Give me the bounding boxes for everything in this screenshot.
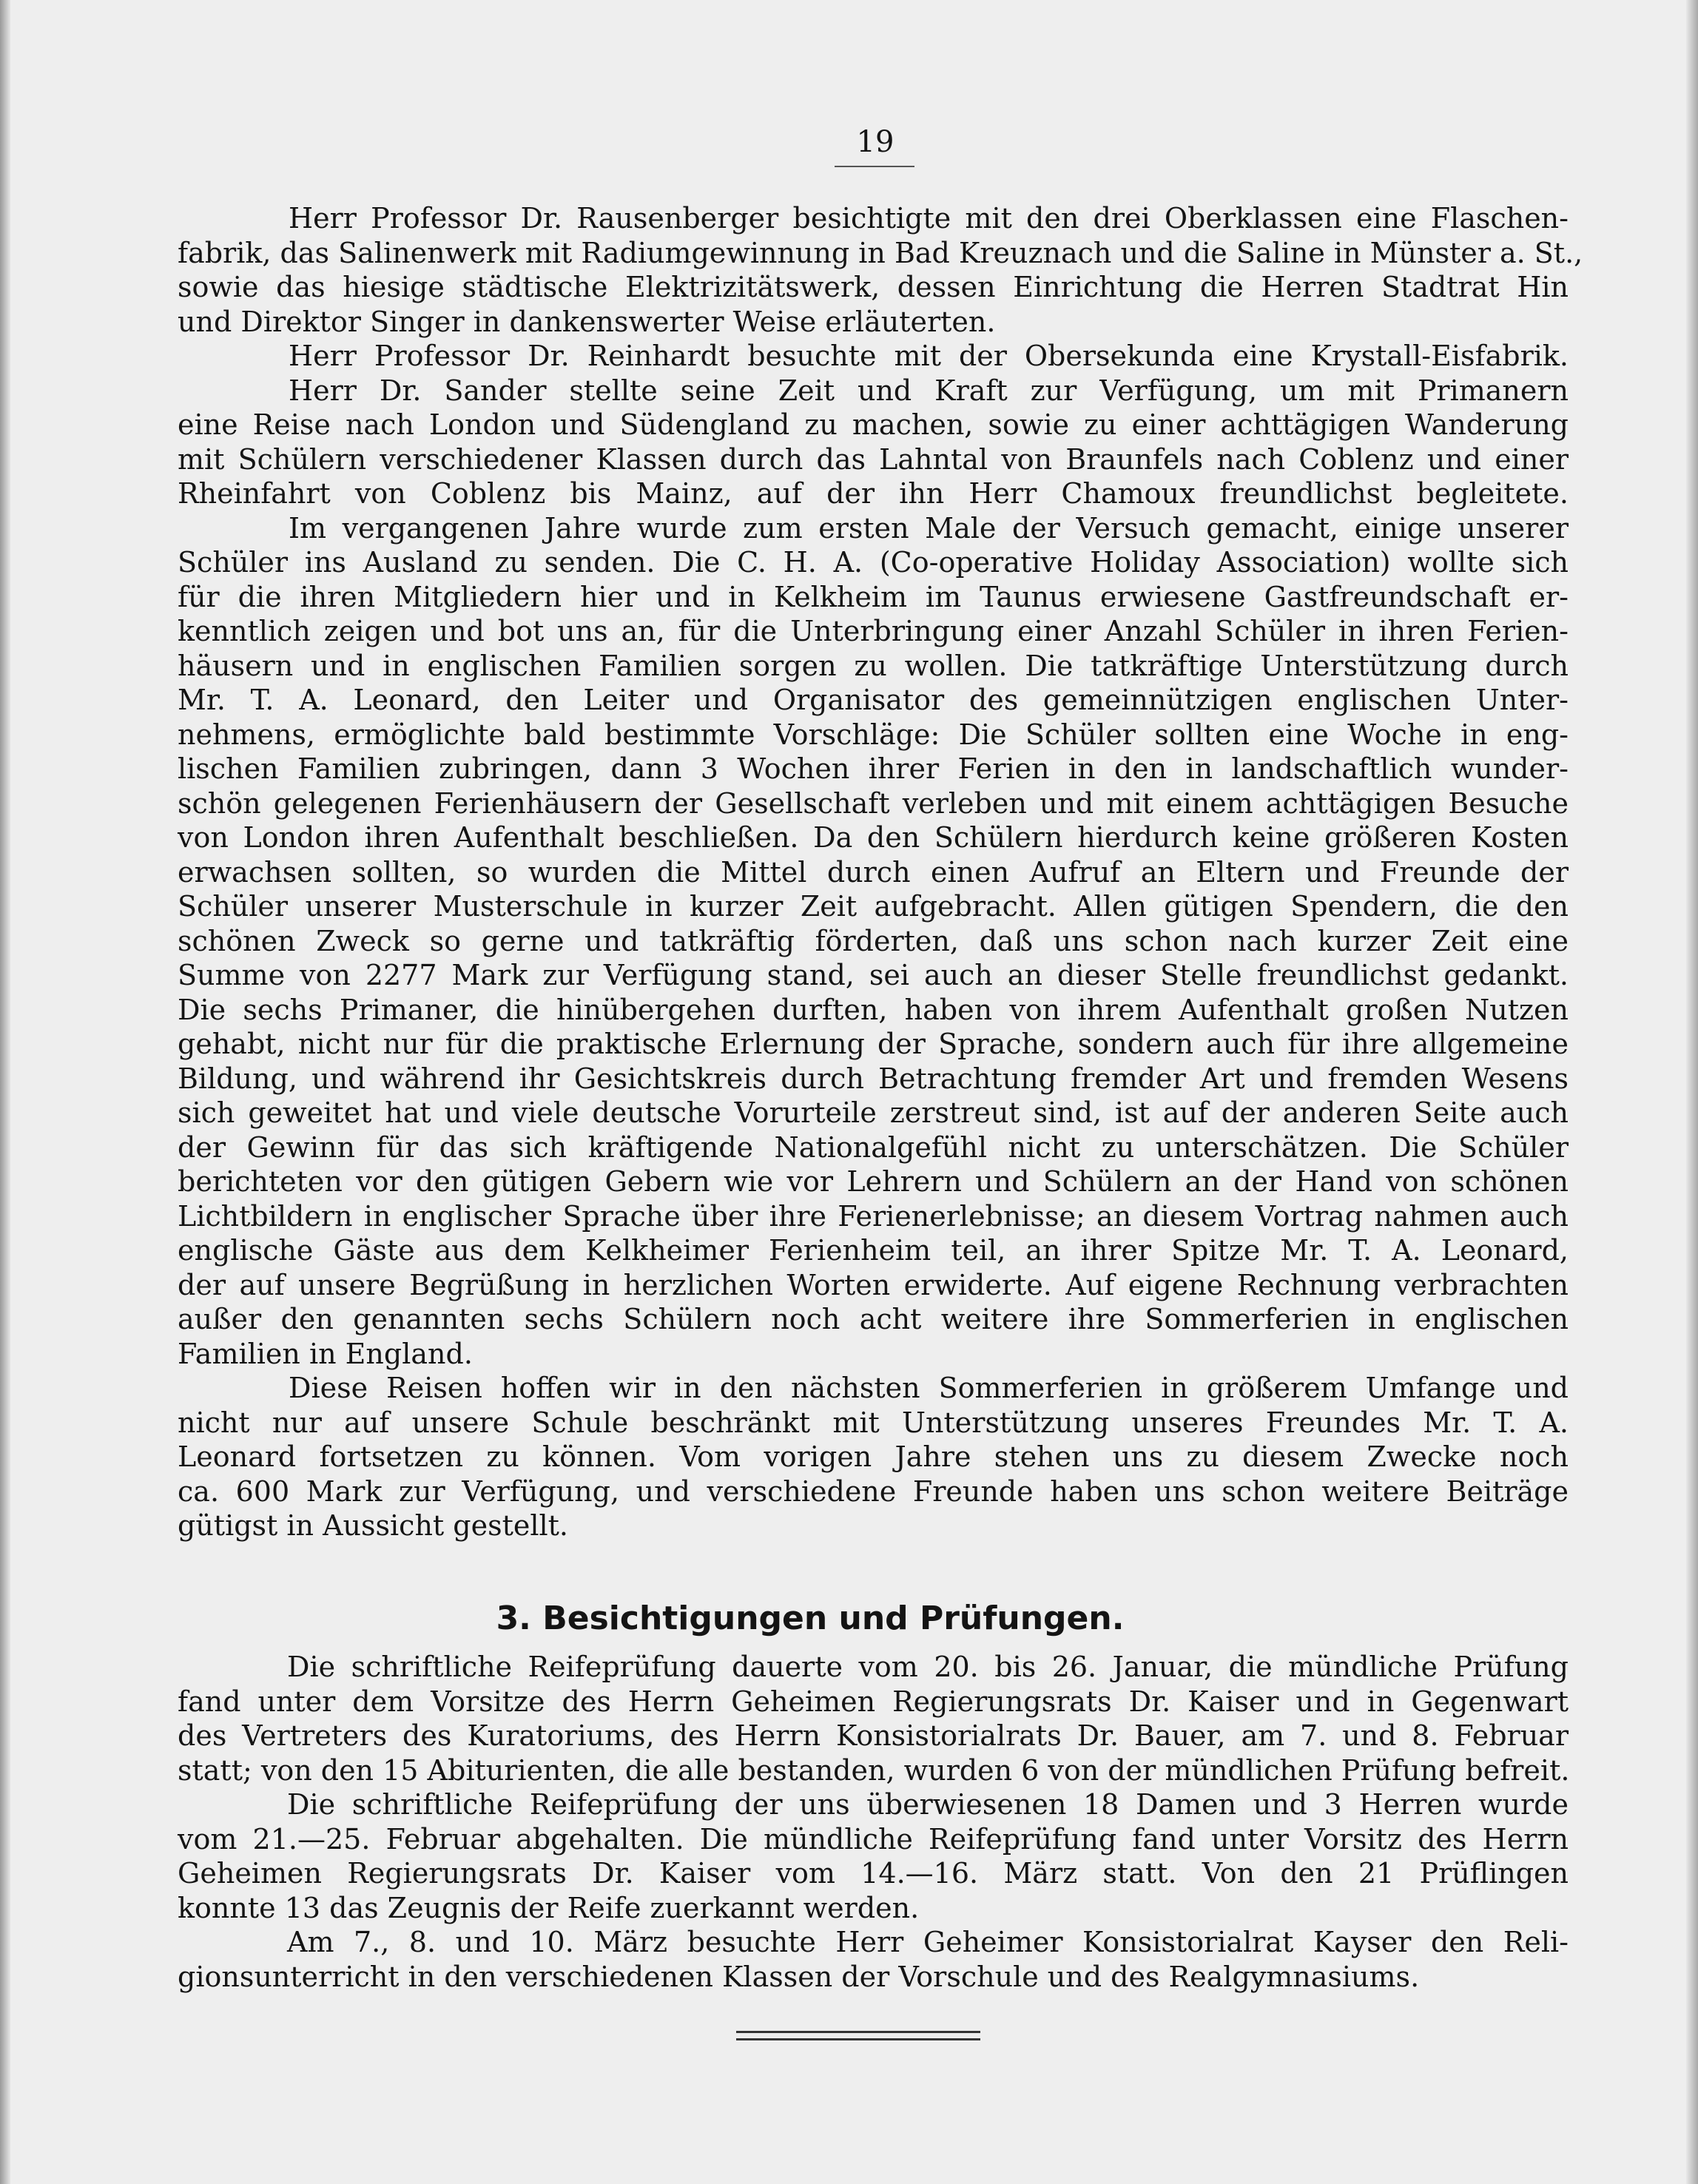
text-line: Die sechs Primaner, die hinübergehen durften, haben von ihrem Aufenthalt großen Nutzen (178, 993, 1569, 1026)
text-line: von London ihren Aufenthalt beschließen. Da den Schülern hierdurch keine größeren Kosten (178, 821, 1569, 854)
text-line: gehabt, nicht nur für die praktische Erlernung der Sprache, sondern auch für ihre allgemeine (178, 1028, 1569, 1060)
text-line: für die ihren Mitgliedern hier und in Kelkheim im Taunus erwiesene Gastfreundschaft er- (178, 580, 1569, 613)
text-line: kenntlich zeigen und bot uns an, für die Unterbringung einer Anzahl Schüler in ihren Ferien- (178, 615, 1569, 647)
text-line: Herr Professor Dr. Rausenberger besichtigte mit den drei Oberklassen eine Flaschen- (289, 202, 1569, 235)
text-line: Leonard fortsetzen zu können. Vom vorigen Jahre stehen uns zu diesem Zwecke noch (178, 1440, 1569, 1473)
text-line: Familien in England. (178, 1337, 473, 1370)
text-line: konnte 13 das Zeugnis der Reife zuerkannt werden. (178, 1891, 920, 1924)
text-line: Herr Professor Dr. Reinhardt besuchte mit der Obersekunda eine Krystall-Eisfabrik. (289, 340, 1569, 372)
text-line: Die schriftliche Reifeprüfung der uns überwiesenen 18 Damen und 3 Herren wurde (287, 1788, 1569, 1821)
text-line: Rheinfahrt von Coblenz bis Mainz, auf der ihn Herr Chamoux freundlichst begleitete. (178, 477, 1569, 510)
text-line: der auf unsere Begrüßung in herzlichen Worten erwiderte. Auf eigene Rechnung verbrachten (178, 1268, 1569, 1301)
text-line: berichteten vor den gütigen Gebern wie vor Lehrern und Schülern an der Hand von schönen (178, 1165, 1569, 1198)
text-line: nehmens, ermöglichte bald bestimmte Vorschläge: Die Schüler sollten eine Woche in eng- (178, 718, 1569, 751)
text-line: häusern und in englischen Familien sorgen zu wollen. Die tatkräftige Unterstützung durch (178, 649, 1569, 682)
closing-rule-top (736, 2031, 980, 2033)
text-line: gütigst in Aussicht gestellt. (178, 1509, 569, 1542)
text-line: des Vertreters des Kuratoriums, des Herrn Konsistorialrats Dr. Bauer, am 7. und 8. Februar (178, 1719, 1569, 1752)
text-line: sich geweitet hat und viele deutsche Vorurteile zerstreut sind, ist auf der anderen Seite auch (178, 1096, 1569, 1129)
text-line: Summe von 2277 Mark zur Verfügung stand, sei auch an dieser Stelle freundlichst gedankt. (178, 959, 1569, 991)
text-line: statt; von den 15 Abiturienten, die alle bestanden, wurden 6 von der mündlichen Prüfung befreit. (178, 1753, 1570, 1787)
text-line: Bildung, und während ihr Gesichtskreis durch Betrachtung fremder Art und fremden Wesens (178, 1062, 1569, 1095)
text-line: Die schriftliche Reifeprüfung dauerte vom 20. bis 26. Januar, die mündliche Prüfung (287, 1651, 1569, 1683)
text-line: lischen Familien zubringen, dann 3 Wochen ihrer Ferien in den in landschaftlich wunder- (178, 752, 1569, 785)
text-line: Schüler ins Ausland zu senden. Die C. H. A. (Co-operative Holiday Association) wollte sich (178, 546, 1569, 579)
section-1-text (178, 201, 1583, 1543)
page-number: 19 (856, 125, 895, 159)
text-line: Am 7., 8. und 10. März besuchte Herr Geheimer Konsistorialrat Kayser den Reli- (287, 1926, 1569, 1958)
text-line: Lichtbildern in englischer Sprache über ihre Ferienerlebnisse; an diesem Vortrag nahmen auch (178, 1199, 1569, 1233)
text-line: erwachsen sollten, so wurden die Mittel durch einen Aufruf an Eltern und Freunde der (178, 855, 1569, 889)
text-line: Mr. T. A. Leonard, den Leiter und Organisator des gemeinnützigen englischen Unter- (178, 684, 1569, 716)
text-line: und Direktor Singer in dankenswerter Weise erläuterten. (178, 305, 996, 338)
text-line: mit Schülern verschiedener Klassen durch das Lahntal von Braunfels nach Coblenz und einer (178, 442, 1569, 476)
text-line: vom 21.—25. Februar abgehalten. Die mündliche Reifeprüfung fand unter Vorsitz des Herrn (178, 1822, 1569, 1856)
text-line: nicht nur auf unsere Schule beschränkt mit Unterstützung unseres Freundes Mr. T. A. (178, 1406, 1569, 1439)
text-line: schönen Zweck so gerne und tatkräftig förderten, daß uns schon nach kurzer Zeit eine (178, 924, 1569, 957)
text-line: Schüler unserer Musterschule in kurzer Zeit aufgebracht. Allen gütigen Spendern, die den (178, 890, 1569, 923)
text-line: Diese Reisen hoffen wir in den nächsten Sommerferien in größerem Umfange und (289, 1372, 1569, 1404)
text-line: Geheimen Regierungsrats Dr. Kaiser vom 14.—16. März statt. Von den 21 Prüflingen (178, 1857, 1569, 1890)
text-line: außer den genannten sechs Schülern noch acht weitere ihre Sommerferien in englischen (178, 1303, 1569, 1335)
section-heading-text: 3. Besichtigungen und Prüfungen. (496, 1600, 1125, 1637)
section-heading (0, 1598, 1698, 1639)
text-line: sowie das hiesige städtische Elektrizitätswerk, dessen Einrichtung die Herren Stadtrat Hin (178, 271, 1569, 303)
section-2-text (178, 1650, 1569, 1994)
text-line: fand unter dem Vorsitze des Herrn Geheimen Regierungsrats Dr. Kaiser und in Gegenwart (178, 1685, 1569, 1718)
text-line: fabrik, das Salinenwerk mit Radiumgewinnung in Bad Kreuznach und die Saline in Münster a. St., (178, 236, 1583, 269)
text-line: englische Gäste aus dem Kelkheimer Ferienheim teil, an ihrer Spitze Mr. T. A. Leonard, (178, 1234, 1569, 1267)
text-line: eine Reise nach London und Südengland zu machen, sowie zu einer achttägigen Wanderung (178, 408, 1569, 441)
text-line: gionsunterricht in den verschiedenen Klassen der Vorschule und des Realgymnasiums. (178, 1960, 1420, 1993)
closing-rule-bottom (736, 2038, 980, 2040)
page-edge-right (1686, 0, 1698, 2184)
text-line: der Gewinn für das sich kräftigende Nationalgefühl nicht zu unterschätzen. Die Schüler (178, 1130, 1569, 1164)
text-line: ca. 600 Mark zur Verfügung, und verschiedene Freunde haben uns schon weitere Beiträge (178, 1474, 1569, 1508)
text-line: Im vergangenen Jahre wurde zum ersten Male der Versuch gemacht, einige unserer (289, 511, 1569, 545)
text-line: Herr Dr. Sander stellte seine Zeit und Kraft zur Verfügung, um mit Primanern (289, 374, 1569, 407)
text-line: schön gelegenen Ferienhäusern der Gesellschaft verleben und mit einem achttägigen Besuche (178, 786, 1569, 820)
page-edge-left (0, 0, 10, 2184)
page-number-rule (835, 166, 914, 167)
